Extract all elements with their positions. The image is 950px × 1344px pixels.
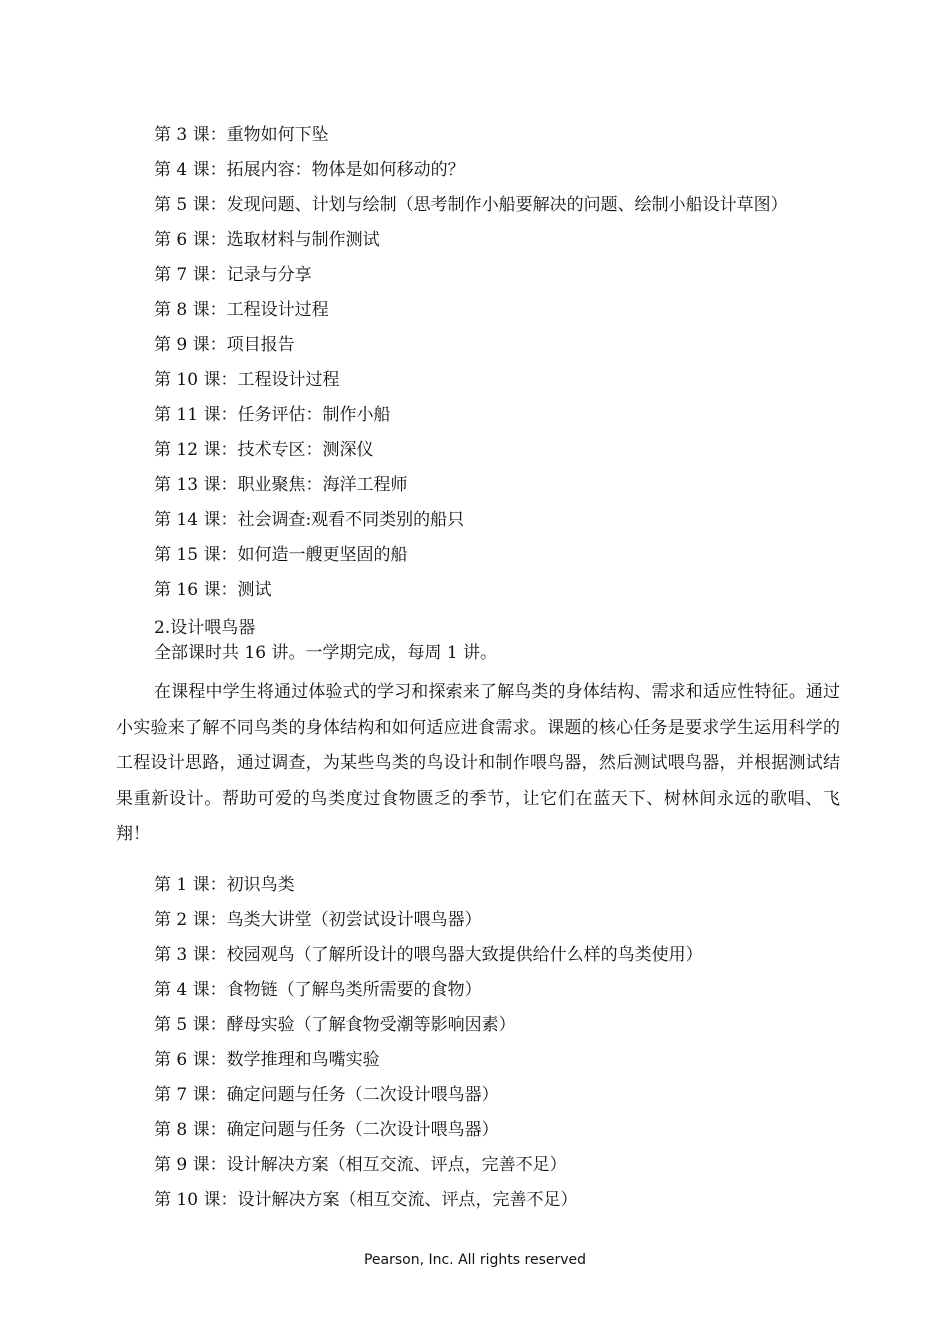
lesson-item: 第 2 课：鸟类大讲堂（初尝试设计喂鸟器）: [154, 910, 482, 930]
section-heading: 2.设计喂鸟器: [154, 618, 256, 638]
lesson-item: 第 1 课：初识鸟类: [154, 875, 295, 895]
lesson-item: 第 13 课：职业聚焦：海洋工程师: [154, 475, 408, 495]
lesson-item: 第 11 课：任务评估：制作小船: [154, 405, 391, 425]
course-hours-text: 全部课时共 16 讲。一学期完成，每周 1 讲。: [154, 643, 498, 663]
lesson-item: 第 9 课：设计解决方案（相互交流、评点，完善不足）: [154, 1155, 567, 1175]
lesson-item: 第 3 课：重物如何下坠: [154, 125, 329, 145]
lesson-item: 第 12 课：技术专区：测深仪: [154, 440, 374, 460]
lesson-item: 第 10 课：设计解决方案（相互交流、评点，完善不足）: [154, 1190, 578, 1210]
lesson-item: 第 9 课：项目报告: [154, 335, 295, 355]
lesson-item: 第 16 课：测试: [154, 580, 272, 600]
lesson-item: 第 14 课：社会调查:观看不同类别的船只: [154, 510, 465, 530]
course-description: 在课程中学生将通过体验式的学习和探索来了解鸟类的身体结构、需求和适应性特征。通过小实验来了解不同鸟类的身体结构和如何适应进食需求。课题的核心任务是要求学生运用科学的工程设计思路，通过调查，为某些鸟类的鸟设计和制作喂鸟器，然后测试喂鸟器，并根据测试结果重新设计。帮助可爱的鸟类度过食物匮乏的季节，让它们在蓝天下、树林间永远的歌唱、飞翔！: [116, 682, 840, 844]
lesson-item: 第 4 课：拓展内容：物体是如何移动的？: [154, 160, 465, 180]
lesson-item: 第 8 课：工程设计过程: [154, 300, 329, 320]
lesson-item: 第 5 课：酵母实验（了解食物受潮等影响因素）: [154, 1015, 516, 1035]
lesson-item: 第 8 课：确定问题与任务（二次设计喂鸟器）: [154, 1120, 499, 1140]
lesson-item: 第 3 课：校园观鸟（了解所设计的喂鸟器大致提供给什么样的鸟类使用）: [154, 945, 703, 965]
page-footer: Pearson, Inc. All rights reserved: [363, 1252, 587, 1268]
lesson-item: 第 5 课：发现问题、计划与绘制（思考制作小船要解决的问题、绘制小船设计草图）: [154, 195, 788, 215]
lesson-item: 第 15 课：如何造一艘更坚固的船: [154, 545, 408, 565]
lesson-item: 第 6 课：选取材料与制作测试: [154, 230, 380, 250]
lesson-item: 第 6 课：数学推理和鸟嘴实验: [154, 1050, 380, 1070]
lesson-item: 第 4 课：食物链（了解鸟类所需要的食物）: [154, 980, 482, 1000]
lesson-item: 第 10 课：工程设计过程: [154, 370, 340, 390]
lesson-item: 第 7 课：确定问题与任务（二次设计喂鸟器）: [154, 1085, 499, 1105]
lesson-list-bird-feeder: [154, 868, 914, 1218]
lesson-list-boat: [154, 118, 914, 608]
lesson-item: 第 7 课：记录与分享: [154, 265, 312, 285]
